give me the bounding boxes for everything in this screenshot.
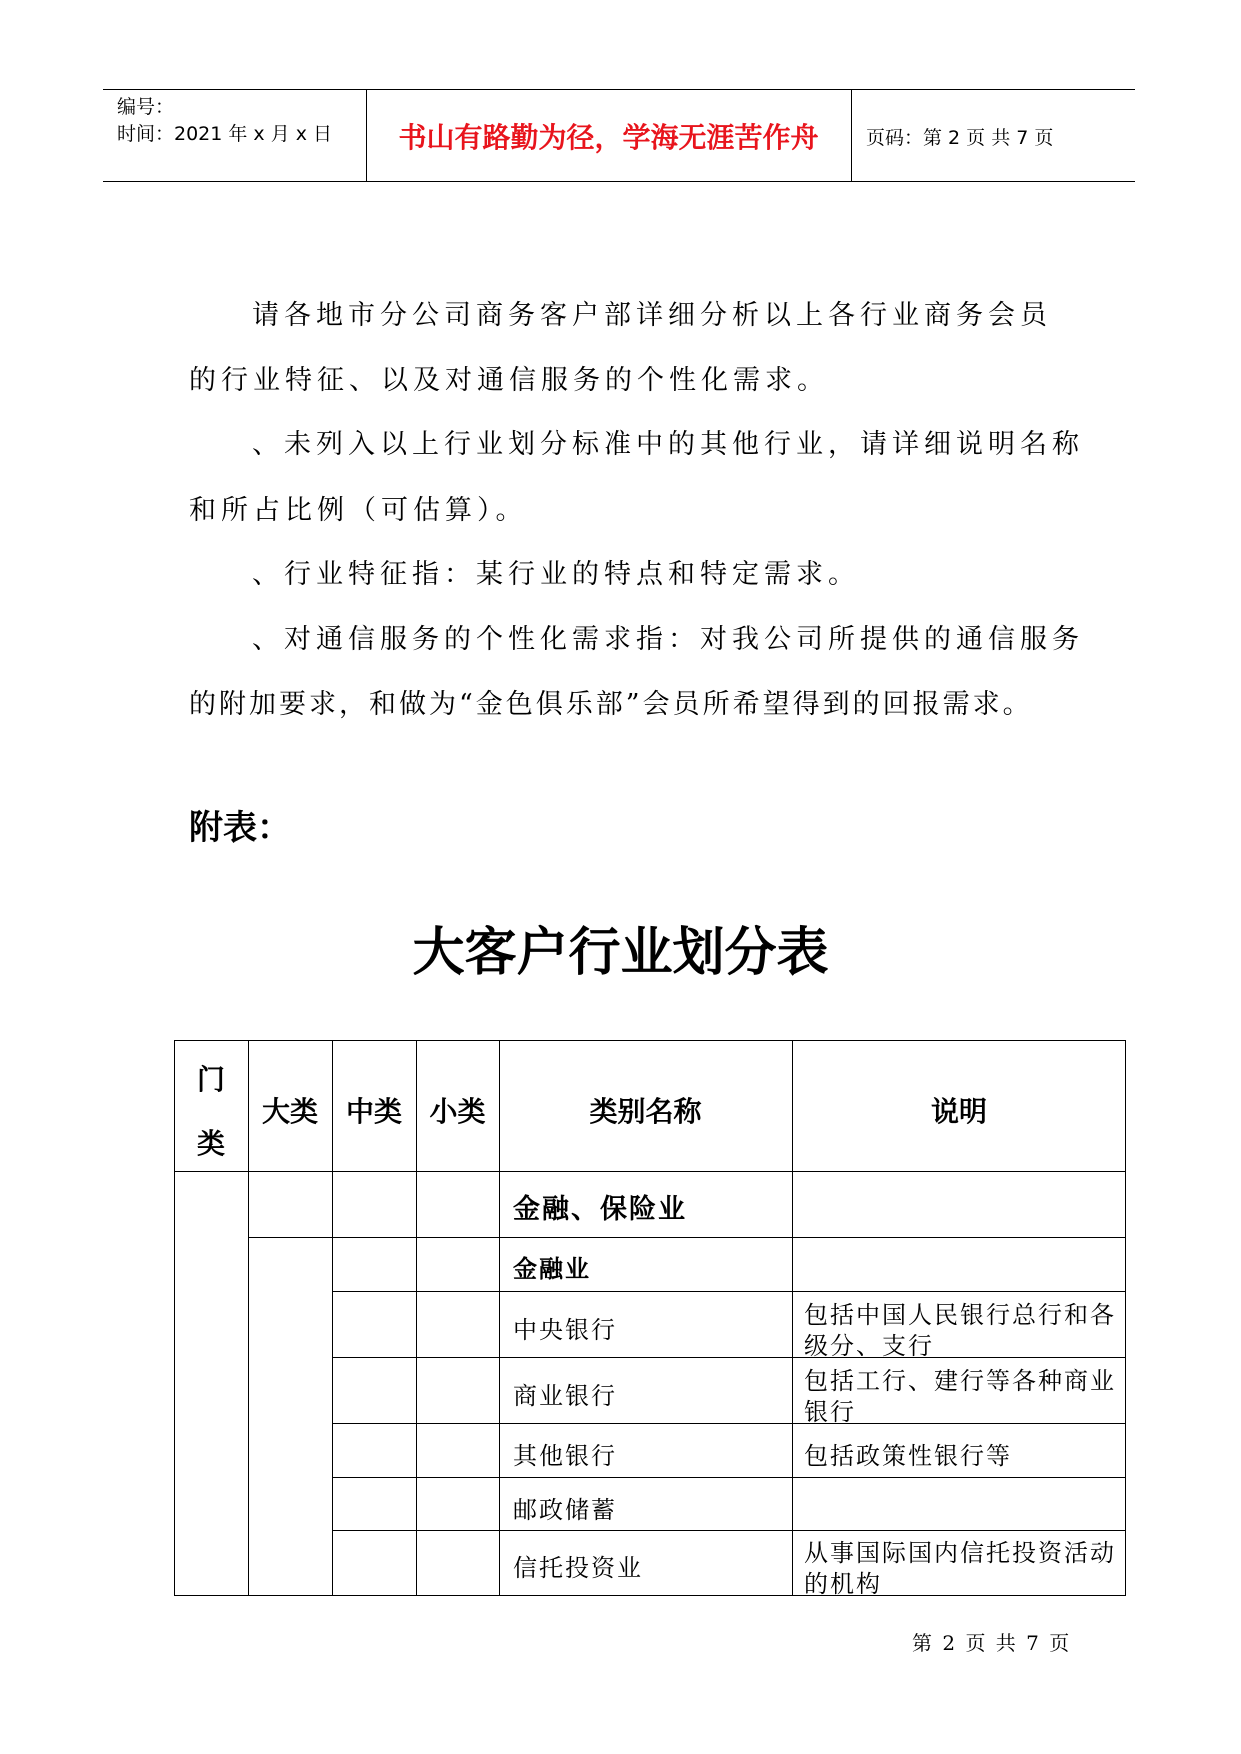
row-description: 从事国际国内信托投资活动: [804, 1539, 1116, 1567]
paragraph-line: 请各地市分公司商务客户部详细分析以上各行业商务会员: [252, 300, 1052, 331]
header-bottom-rule: [103, 181, 1135, 182]
paragraph-line: 的行业特征、以及对通信服务的个性化需求。: [189, 365, 829, 396]
row-description: 级分、支行: [804, 1332, 934, 1360]
header-xiao-lei: 小类: [429, 1095, 486, 1128]
header-time-label: 时间：2021 年 x 月 x 日: [117, 123, 333, 145]
footer-page-number: 第 2 页 共 7 页: [912, 1631, 1072, 1655]
row-category-name: 邮政储蓄: [513, 1496, 617, 1524]
paragraph-line: 、行业特征指：某行业的特点和特定需求。: [252, 559, 860, 590]
row-description: 包括政策性银行等: [804, 1442, 1012, 1470]
table-rule: [332, 1477, 1126, 1478]
header-divider: [851, 89, 852, 182]
table-rule: [332, 1530, 1126, 1531]
paragraph-line: 的附加要求，和做为“金色俱乐部”会员所希望得到的回报需求。: [189, 689, 1033, 720]
header-motto: 书山有路勤为径，学海无涯苦作舟: [398, 121, 819, 154]
row-description: 银行: [804, 1398, 856, 1426]
header-description: 说明: [930, 1095, 987, 1128]
row-category-name: 金融业: [513, 1255, 591, 1283]
paragraph-line: 和所占比例（可估算）。: [189, 495, 528, 526]
table-title: 大客户行业划分表: [412, 923, 829, 983]
header-da-lei: 大类: [261, 1095, 318, 1128]
header-page-label: 页码：第 2 页 共 7 页: [866, 127, 1054, 149]
header-zhong-lei: 中类: [345, 1095, 402, 1128]
table-rule: [174, 1171, 1126, 1172]
row-description: 包括中国人民银行总行和各: [804, 1301, 1116, 1329]
table-rule: [332, 1423, 1126, 1424]
table-rule: [248, 1237, 1126, 1238]
header-top-rule: [103, 89, 1135, 90]
row-description: 包括工行、建行等各种商业: [804, 1367, 1116, 1395]
row-description: 的机构: [804, 1570, 882, 1598]
row-category-name: 其他银行: [513, 1442, 617, 1470]
row-category-name: 信托投资业: [513, 1554, 643, 1582]
paragraph-line: 、对通信服务的个性化需求指：对我公司所提供的通信服务: [252, 624, 1084, 655]
table-border: [174, 1040, 1126, 1041]
industry-table: [174, 1040, 1126, 1596]
row-category-name: 金融、保险业: [513, 1194, 687, 1225]
table-rule: [332, 1357, 1126, 1358]
header-men-lei: 类: [196, 1127, 225, 1160]
row-category-name: 商业银行: [513, 1382, 617, 1410]
table-border: [174, 1595, 1126, 1596]
table-rule: [332, 1291, 1126, 1292]
header-men-lei: 门: [196, 1063, 225, 1096]
header-number-label: 编号：: [117, 96, 175, 118]
header-category-name: 类别名称: [589, 1095, 702, 1128]
appendix-label: 附表：: [189, 808, 291, 848]
paragraph-line: 、未列入以上行业划分标准中的其他行业，请详细说明名称: [252, 429, 1084, 460]
row-category-name: 中央银行: [513, 1316, 617, 1344]
